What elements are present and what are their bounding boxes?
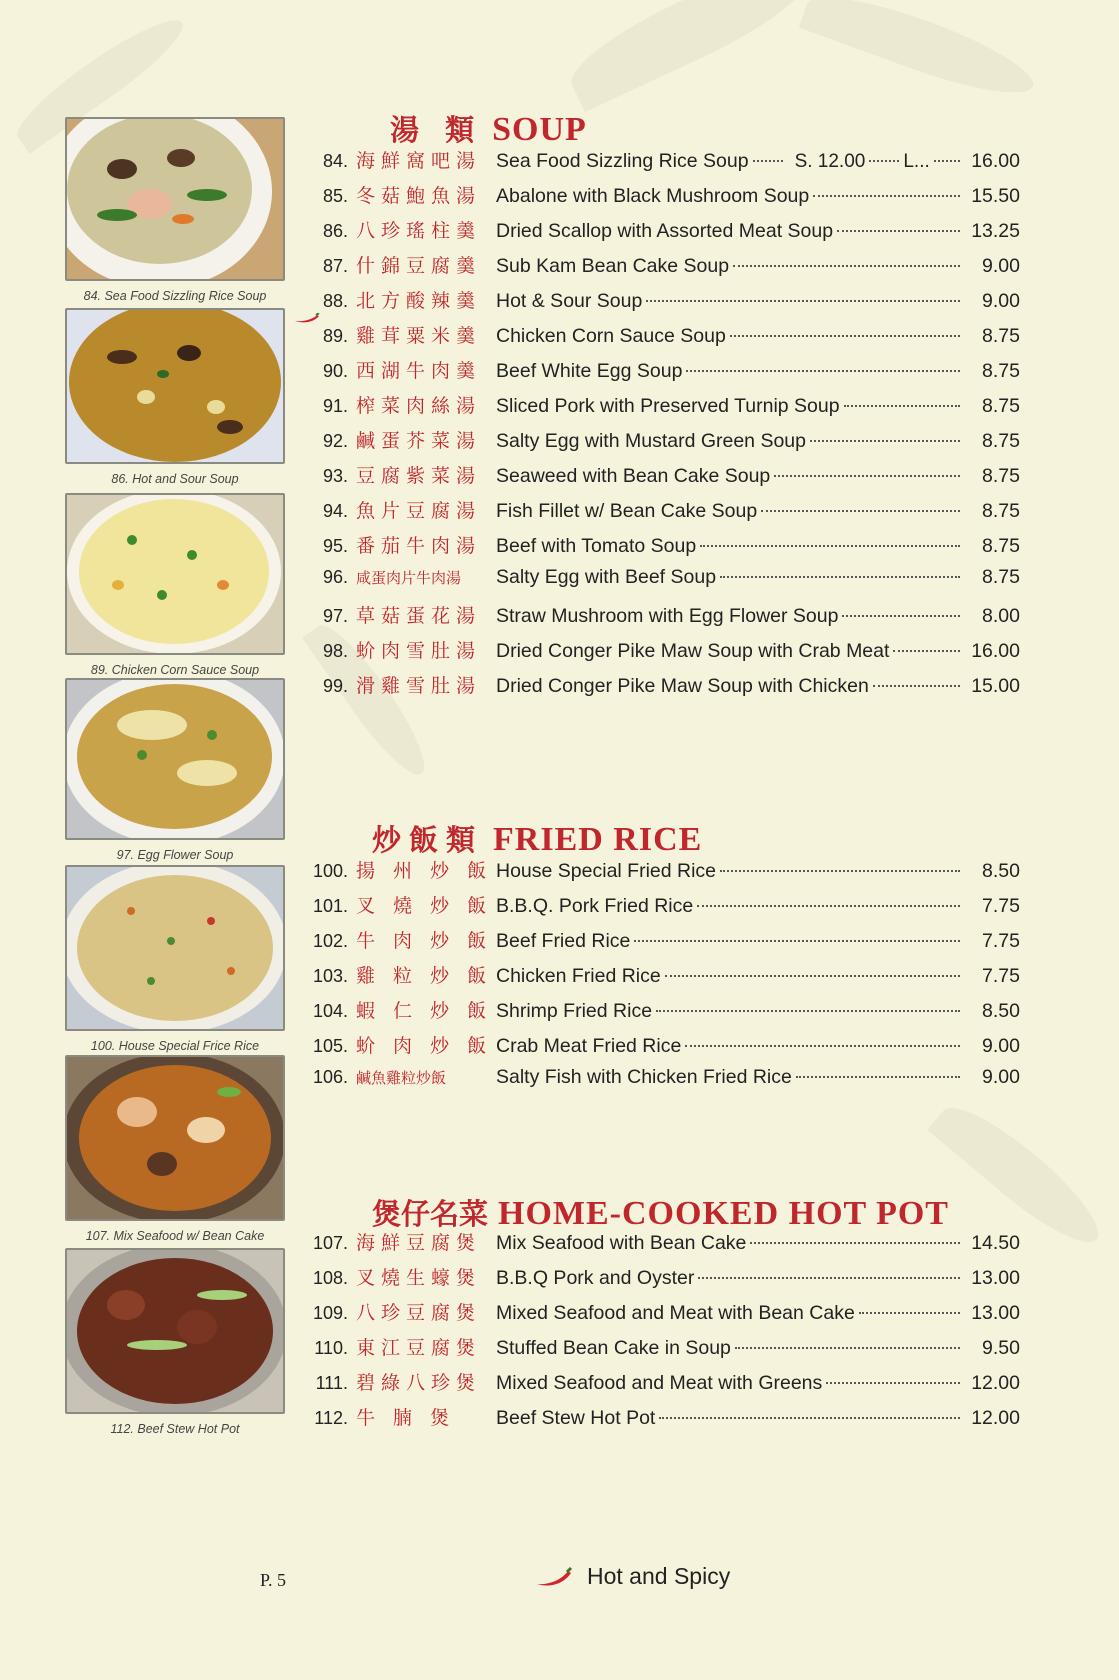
menu-item: [300, 1298, 1020, 1330]
item-english-name: Dried Conger Pike Maw Soup with Chicken: [496, 675, 869, 697]
item-price: 16.00: [971, 640, 1020, 662]
food-photo: [65, 1055, 285, 1221]
item-number: 102.: [312, 931, 348, 951]
item-chinese-name: 草菇蛋花湯: [356, 605, 482, 627]
photo-house-special-fried-rice: [65, 865, 285, 1053]
menu-item: [300, 286, 1020, 318]
item-chinese-name: 咸蛋肉片牛肉湯: [356, 569, 462, 587]
item-price: 8.75: [982, 566, 1020, 588]
item-english-name: Sliced Pork with Preserved Turnip Soup: [496, 395, 840, 417]
dot-leader: [733, 265, 960, 267]
menu-item: [300, 1368, 1020, 1400]
dot-leader: [837, 230, 960, 232]
dot-leader: [665, 975, 960, 977]
item-number: 98.: [322, 641, 348, 661]
dot-leader: [753, 160, 783, 162]
menu-item: [300, 1228, 1020, 1260]
item-price: 8.50: [982, 1000, 1020, 1022]
item-english-name: Dried Scallop with Assorted Meat Soup: [496, 220, 834, 242]
item-price: 8.75: [982, 360, 1020, 382]
item-english-name: Sub Kam Bean Cake Soup: [496, 255, 730, 277]
item-number: 99.: [322, 676, 348, 696]
item-price: 9.00: [982, 255, 1020, 277]
dot-leader: [646, 300, 960, 302]
dot-leader: [844, 405, 960, 407]
item-number: 93.: [322, 466, 348, 486]
item-chinese-name: 蝦 仁 炒 飯: [356, 1000, 493, 1022]
item-english-name: Dried Conger Pike Maw Soup with Crab Meat: [496, 640, 890, 662]
item-english-name: Mixed Seafood and Meat with Bean Cake: [496, 1302, 855, 1324]
dot-leader: [774, 475, 960, 477]
photo-beef-stew-hot-pot: [65, 1248, 285, 1436]
dot-leader: [842, 615, 960, 617]
dot-leader: [893, 650, 960, 652]
item-price: 14.50: [971, 1232, 1020, 1254]
item-chinese-name: 西湖牛肉羹: [356, 360, 482, 382]
dot-leader: [685, 1045, 960, 1047]
item-number: 100.: [312, 861, 348, 881]
item-chinese-name: 滑雞雪肚湯: [356, 675, 482, 697]
item-large-label: L...: [903, 151, 930, 172]
item-number: 107.: [312, 1233, 348, 1253]
food-photo: [65, 117, 285, 281]
photo-caption: 107. Mix Seafood w/ Bean Cake: [85, 1229, 265, 1243]
item-number: 111.: [315, 1373, 348, 1393]
item-english-name: Straw Mushroom with Egg Flower Soup: [496, 605, 839, 627]
item-english-name: Mix Seafood with Bean Cake: [496, 1232, 747, 1254]
item-english-name: Abalone with Black Mushroom Soup: [496, 185, 810, 207]
item-chinese-name: 碧綠八珍煲: [356, 1372, 482, 1394]
menu-item: [300, 391, 1020, 423]
dot-leader: [873, 685, 960, 687]
dot-leader: [697, 905, 960, 907]
bamboo-leaf-decoration: [560, 0, 821, 112]
section-title-english: HOME-COOKED HOT POT: [498, 1195, 949, 1232]
item-price: 12.00: [971, 1372, 1020, 1394]
item-price: 8.75: [982, 535, 1020, 557]
dot-leader: [934, 160, 960, 162]
item-chinese-name: 雞 粒 炒 飯: [356, 965, 493, 987]
item-number: 112.: [314, 1408, 348, 1428]
item-chinese-name: 叉燒生蠔煲: [356, 1267, 482, 1289]
menu-item: [300, 1263, 1020, 1295]
section-title-chinese: 煲仔名菜: [372, 1197, 489, 1231]
item-english-name: Sea Food Sizzling Rice Soup: [496, 150, 749, 172]
dot-leader: [826, 1382, 960, 1384]
menu-item: [300, 1031, 1020, 1063]
item-number: 97.: [322, 606, 348, 626]
item-english-name: Shrimp Fried Rice: [496, 1000, 653, 1022]
dot-leader: [761, 510, 960, 512]
item-number: 105.: [312, 1036, 348, 1056]
item-english-name: Hot & Sour Soup: [496, 290, 643, 312]
photo-egg-flower-soup: [65, 678, 285, 862]
menu-item: [300, 961, 1020, 993]
menu-item: [300, 181, 1020, 213]
item-price: 15.00: [971, 675, 1020, 697]
dot-leader: [796, 1076, 960, 1078]
food-photo: [65, 493, 285, 655]
section-title-chinese: 湯 類: [390, 113, 483, 147]
item-chinese-name: 牛 腩 煲: [356, 1407, 456, 1429]
section-header: [372, 1192, 949, 1233]
menu-item: [300, 461, 1020, 493]
item-number: 106.: [312, 1067, 348, 1087]
legend-label: Hot and Spicy: [587, 1563, 731, 1589]
menu-item: [300, 636, 1020, 668]
item-price: 8.75: [982, 430, 1020, 452]
menu-item: [300, 601, 1020, 633]
dot-leader: [859, 1312, 960, 1314]
item-chinese-name: 榨菜肉絲湯: [356, 395, 482, 417]
item-price: 9.00: [982, 290, 1020, 312]
item-english-name: Seaweed with Bean Cake Soup: [496, 465, 771, 487]
section-title-english: FRIED RICE: [493, 821, 703, 858]
menu-item: [300, 996, 1020, 1028]
dot-leader: [735, 1347, 960, 1349]
photo-caption: 112. Beef Stew Hot Pot: [110, 1422, 240, 1436]
item-chinese-name: 北方酸辣羹: [356, 290, 482, 312]
section-header: [390, 108, 587, 149]
photo-seafood-sizzling-rice-soup: [65, 117, 285, 303]
item-english-name: Beef Stew Hot Pot: [496, 1407, 656, 1429]
dot-leader: [698, 1277, 960, 1279]
menu-item: [300, 856, 1020, 888]
item-price: 8.50: [982, 860, 1020, 882]
item-price: 8.00: [982, 605, 1020, 627]
item-english-name: Beef White Egg Soup: [496, 360, 683, 382]
item-number: 95.: [322, 536, 348, 556]
dot-leader: [813, 195, 960, 197]
photo-chicken-corn-sauce-soup: [65, 493, 285, 677]
item-chinese-name: 海鮮窩吧湯: [356, 150, 482, 172]
bamboo-leaf-decoration: [799, 0, 1042, 110]
menu-item: [300, 321, 1020, 353]
dot-leader: [686, 370, 960, 372]
item-english-name: Salty Egg with Beef Soup: [496, 566, 717, 588]
photo-caption: 84. Sea Food Sizzling Rice Soup: [83, 289, 267, 303]
item-number: 90.: [322, 361, 348, 381]
item-number: 86.: [322, 221, 348, 241]
photo-caption: 89. Chicken Corn Sauce Soup: [90, 663, 260, 677]
item-number: 108.: [312, 1268, 348, 1288]
item-price: 13.00: [971, 1267, 1020, 1289]
item-price: 9.50: [982, 1337, 1020, 1359]
food-photo: [65, 678, 285, 840]
photo-caption: 86. Hot and Sour Soup: [111, 472, 239, 486]
item-chinese-name: 叉 燒 炒 飯: [356, 895, 493, 917]
item-chinese-name: 八珍豆腐煲: [356, 1302, 482, 1324]
menu-item: [300, 926, 1020, 958]
item-english-name: Mixed Seafood and Meat with Greens: [496, 1372, 823, 1394]
item-number: 94.: [322, 501, 348, 521]
page-number: P. 5: [260, 1570, 287, 1590]
item-price: 7.75: [982, 930, 1020, 952]
menu-item: [300, 216, 1020, 248]
item-chinese-name: 什錦豆腐羹: [356, 255, 482, 277]
item-price: 8.75: [982, 325, 1020, 347]
dot-leader: [750, 1242, 960, 1244]
menu-item: [300, 496, 1020, 528]
item-chinese-name: 八珍瑤柱羹: [356, 220, 482, 242]
item-price: 12.00: [971, 1407, 1020, 1429]
item-number: 104.: [312, 1001, 348, 1021]
item-english-name: House Special Fried Rice: [496, 860, 717, 882]
dot-leader: [700, 545, 960, 547]
item-chinese-name: 番茄牛肉湯: [356, 535, 482, 557]
item-chinese-name: 雞茸粟米羹: [356, 325, 482, 347]
menu-item: [300, 671, 1020, 703]
food-photo: [65, 308, 285, 464]
item-number: 92.: [322, 431, 348, 451]
menu-item: [300, 146, 1020, 178]
item-price: 9.00: [982, 1035, 1020, 1057]
dot-leader: [869, 160, 899, 162]
section-title-english: SOUP: [492, 111, 587, 148]
item-number: 91.: [322, 396, 348, 416]
item-price: 8.75: [982, 395, 1020, 417]
item-english-name: Chicken Corn Sauce Soup: [496, 325, 726, 347]
item-number: 101.: [312, 896, 348, 916]
item-english-name: Salty Egg with Mustard Green Soup: [496, 430, 806, 452]
item-chinese-name: 海鮮豆腐煲: [356, 1232, 482, 1254]
photo-mix-seafood-bean-cake: [65, 1055, 285, 1243]
dot-leader: [720, 576, 960, 578]
dot-leader: [730, 335, 960, 337]
item-price: 7.75: [982, 965, 1020, 987]
food-photo: [65, 1248, 285, 1414]
chili-pepper-icon: [535, 1567, 573, 1587]
dot-leader: [659, 1417, 960, 1419]
dot-leader: [656, 1010, 960, 1012]
item-price: 13.25: [971, 220, 1020, 242]
item-price: 15.50: [971, 185, 1020, 207]
item-chinese-name: 冬菇鮑魚湯: [356, 185, 482, 207]
menu-item: [300, 1066, 1020, 1098]
item-chinese-name: 豆腐紫菜湯: [356, 465, 482, 487]
item-number: 110.: [314, 1338, 348, 1358]
item-chinese-name: 蚧肉雪肚湯: [356, 640, 482, 662]
dot-leader: [810, 440, 960, 442]
dot-leader: [634, 940, 960, 942]
item-chinese-name: 鹹魚雞粒炒飯: [356, 1069, 447, 1087]
item-number: 87.: [322, 256, 348, 276]
item-number: 109.: [312, 1303, 348, 1323]
menu-item: [300, 566, 1020, 598]
item-english-name: Crab Meat Fried Rice: [496, 1035, 682, 1057]
menu-item: [300, 1403, 1020, 1435]
item-chinese-name: 揚 州 炒 飯: [356, 860, 493, 882]
item-price: 8.75: [982, 500, 1020, 522]
item-chinese-name: 魚片豆腐湯: [356, 500, 482, 522]
spicy-legend: [535, 1563, 730, 1590]
item-english-name: B.B.Q. Pork Fried Rice: [496, 895, 694, 917]
menu-item: [300, 251, 1020, 283]
menu-item: [300, 356, 1020, 388]
food-photo: [65, 865, 285, 1031]
section-title-chinese: 炒飯類: [372, 823, 484, 857]
item-english-name: Stuffed Bean Cake in Soup: [496, 1337, 731, 1359]
item-number: 96.: [322, 567, 348, 587]
item-english-name: Beef with Tomato Soup: [496, 535, 697, 557]
item-chinese-name: 蚧 肉 炒 飯: [356, 1035, 493, 1057]
item-english-name: Salty Fish with Chicken Fried Rice: [496, 1066, 792, 1088]
item-number: 88.: [322, 291, 348, 311]
menu-item: [300, 426, 1020, 458]
item-number: 84.: [322, 151, 348, 171]
menu-item: [300, 531, 1020, 563]
photo-caption: 97. Egg Flower Soup: [116, 848, 234, 862]
dot-leader: [720, 870, 960, 872]
item-english-name: Beef Fried Rice: [496, 930, 631, 952]
item-price: 13.00: [971, 1302, 1020, 1324]
item-small-price: S. 12.00: [794, 151, 866, 172]
item-number: 85.: [322, 186, 348, 206]
item-english-name: Chicken Fried Rice: [496, 965, 661, 987]
item-price: 7.75: [982, 895, 1020, 917]
menu-item: [300, 891, 1020, 923]
item-number: 103.: [312, 966, 348, 986]
item-price: 9.00: [982, 1066, 1020, 1088]
menu-item: [300, 1333, 1020, 1365]
photo-hot-and-sour-soup: [65, 308, 285, 486]
item-english-name: Fish Fillet w/ Bean Cake Soup: [496, 500, 758, 522]
item-price: 16.00: [971, 150, 1020, 172]
photo-caption: 100. House Special Frice Rice: [90, 1039, 260, 1053]
item-number: 89.: [322, 326, 348, 346]
item-price: 8.75: [982, 465, 1020, 487]
item-english-name: B.B.Q Pork and Oyster: [496, 1267, 695, 1289]
item-chinese-name: 鹹蛋芥菜湯: [356, 430, 482, 452]
item-chinese-name: 牛 肉 炒 飯: [356, 930, 493, 952]
item-chinese-name: 東江豆腐煲: [356, 1337, 482, 1359]
section-header: [372, 818, 702, 859]
